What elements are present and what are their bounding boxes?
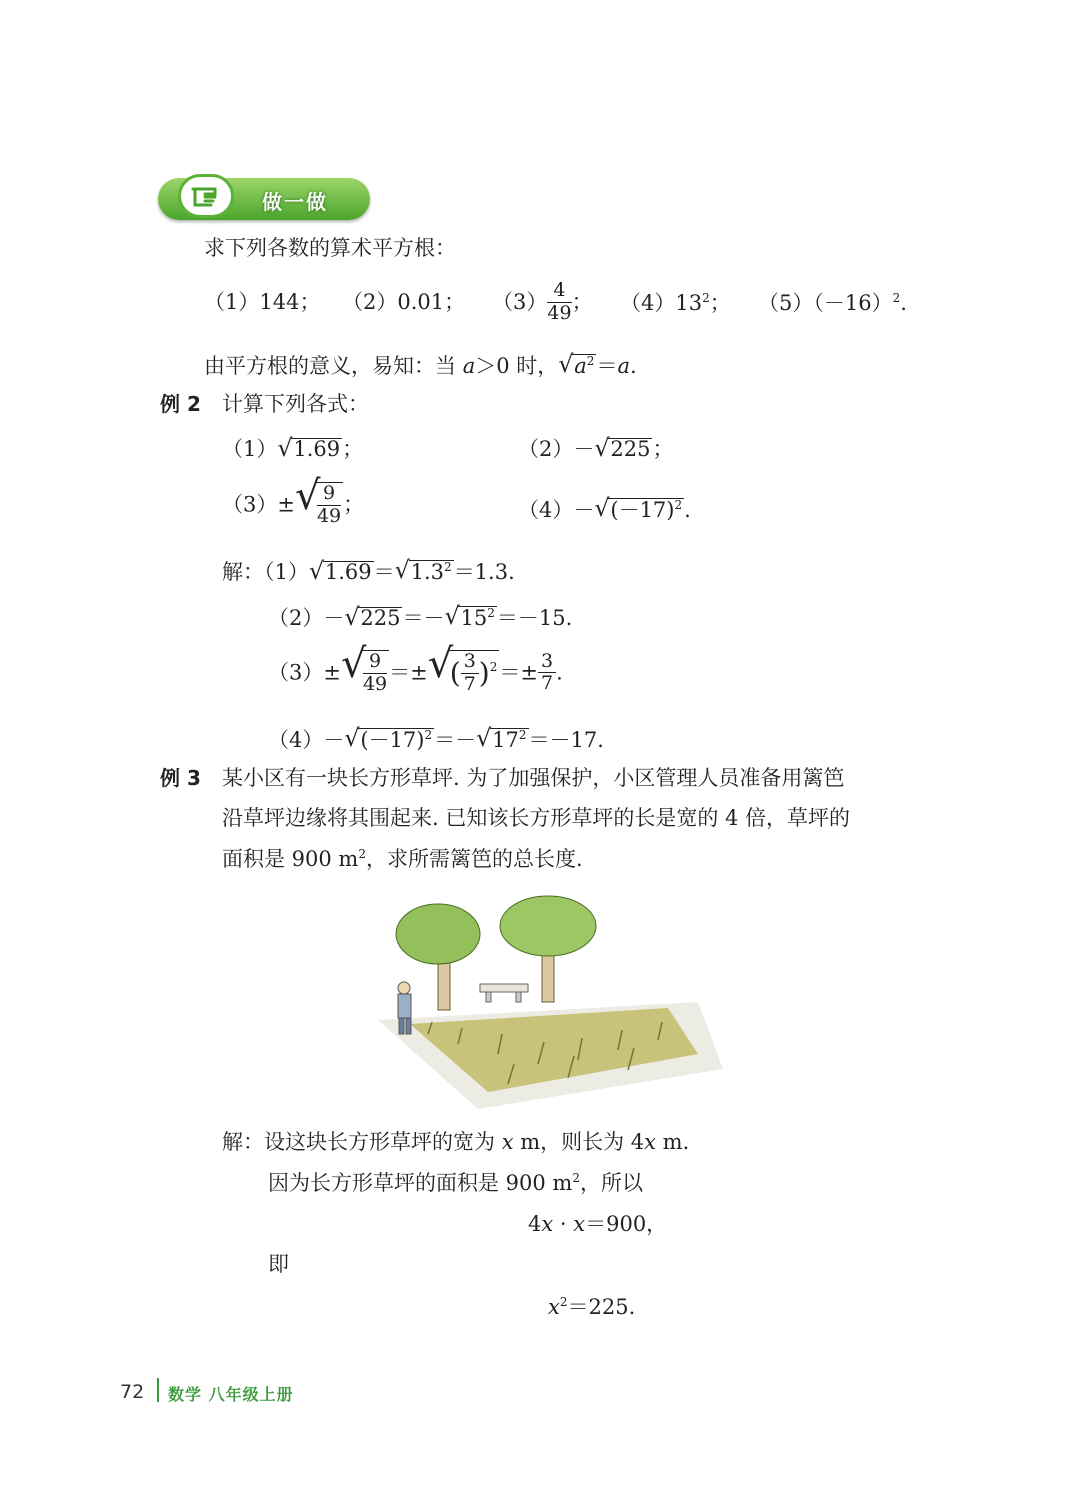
exercise-item-1: （1）144； (204, 290, 321, 314)
exercise-item-2: （2）0.01； (342, 290, 466, 314)
page-number: 72 (120, 1381, 145, 1403)
example-2-q1: （1） √ 1.69； (222, 434, 364, 462)
sqrt-property: 由平方根的意义，易知：当 a＞0 时， √ $a^2=a$. (204, 350, 637, 378)
example-2-solution-3: （3）± √ $\frac{9}{49}$ ＝± √ ( $\frac{3}{7}$ )$^2$＝± $\frac{3}{7}$ . (268, 641, 563, 695)
example-3-solution-line-1: 解：设这块长方形草坪的宽为 x m，则长为 4x m. (222, 1130, 690, 1154)
example-3-line-1: 某小区有一块长方形草坪. 为了加强保护，小区管理人员准备用篱笆 (222, 766, 845, 790)
badge-label: 做一做 (262, 190, 328, 214)
example-3-solution-line-2: 因为长方形草坪的面积是 900 $m^2$，所以 (268, 1171, 643, 1195)
book-title: 数学 八年级上册 (168, 1385, 294, 1404)
lawn-illustration (368, 884, 728, 1116)
example-2-solution-4: （4）－ √ $(-17)^2=-$ √ $17^2=-17$. (268, 724, 604, 752)
example-3-label: 例 3 (160, 766, 201, 790)
equation-1: 4x · x＝900， (528, 1212, 668, 1236)
example-3-line-2: 沿草坪边缘将其围起来. 已知该长方形草坪的长是宽的 4 倍，草坪的 (222, 806, 851, 830)
therefore-label: 即 (268, 1252, 289, 1276)
example-2-title: 计算下列各式： (222, 392, 369, 416)
footer-divider (157, 1378, 159, 1402)
hand-icon (178, 174, 234, 218)
example-2-q4: （4）－ √ $(-17)^2$. (518, 494, 691, 522)
exercise-item-3: （3） $\frac{4}{49}$ ； (492, 279, 593, 324)
example-3-line-3: 面积是 900 $m^2$，求所需篱笆的总长度. (222, 847, 583, 871)
exercise-item-4: $(4)13^2$； (620, 291, 731, 315)
example-2-q2: （2）－ √ 225； (518, 434, 674, 462)
example-2-q3: （3）± √ $\frac{9}{49}$ ； (222, 473, 365, 527)
example-2-label: 例 2 (160, 392, 201, 416)
example-2-solution-1: 解：（1） √ 1.69＝ √ $1.3^2=1.3$. (222, 556, 515, 585)
example-2-solution-2: （2）－ √ 225＝－ √ $15^2=-15$. (268, 602, 573, 631)
exercise-prompt: 求下列各数的算术平方根： (204, 236, 456, 260)
exercise-item-5: $(5)(-16)^2$. (758, 291, 907, 315)
equation-2: $x^2=225$. (548, 1295, 636, 1319)
